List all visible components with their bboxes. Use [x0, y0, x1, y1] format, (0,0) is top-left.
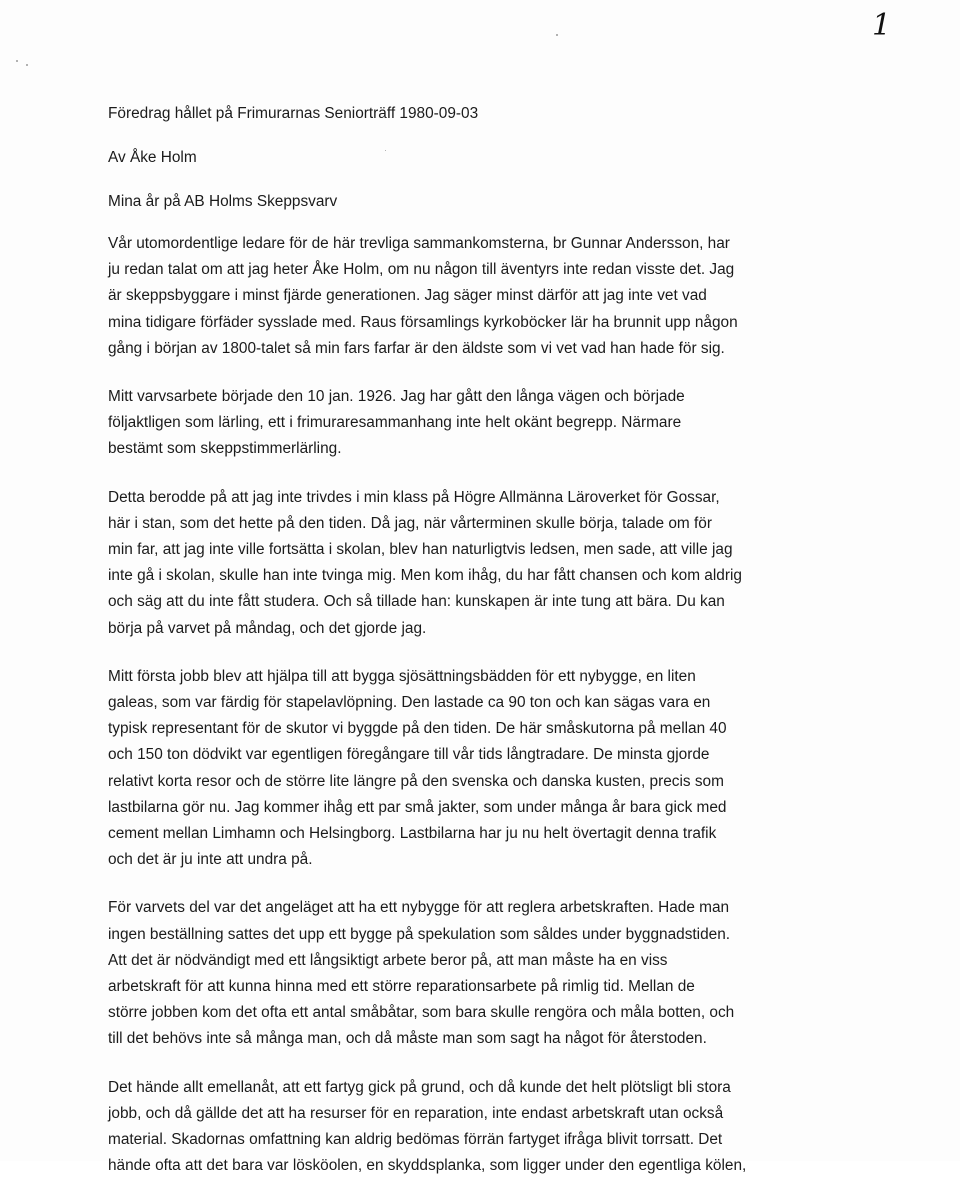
text-line: och 150 ton dödvikt var egentligen föregångare till vår tids långtradare. De minsta gjorde — [108, 746, 710, 764]
text-line: jobb, och då gällde det att ha resurser för en reparation, inte endast arbetskraft utan också — [108, 1104, 724, 1122]
paragraph-6 — [108, 1075, 928, 1180]
document-subtitle: Mina år på AB Holms Skeppsvarv — [108, 193, 338, 210]
text-line: börja på varvet på måndag, och det gjorde jag. — [108, 619, 427, 637]
text-line: galeas, som var färdig för stapelavlöpning. Den lastade ca 90 ton och kan sägas vara en — [108, 694, 711, 712]
text-line: ingen beställning sattes det upp ett bygge på spekulation som såldes under byggnadstiden. — [108, 925, 731, 943]
text-line: lastbilarna gör nu. Jag kommer ihåg ett par små jakter, som under många år bara gick med — [108, 798, 727, 816]
text-line: Att det är nödvändigt med ett långsiktigt arbete beror på, att man måste ha en viss — [108, 951, 668, 969]
scan-speck — [26, 64, 28, 66]
paragraph-4 — [108, 664, 928, 874]
text-line: till det behövs inte så många man, och då måste man som sagt ha något för återstoden. — [108, 1030, 707, 1048]
document-body — [108, 103, 928, 1202]
paragraph-2 — [108, 384, 928, 463]
text-line: gång i början av 1800-talet så min fars farfar är den äldste som vi vet vad han hade för sig. — [108, 339, 725, 357]
text-line: arbetskraft för att kunna hinna med ett större reparationsarbete på rimlig tid. Mellan de — [108, 978, 695, 996]
text-line: För varvets del var det angeläget att ha ett nybygge för att reglera arbetskraften. Hade man — [108, 899, 730, 917]
text-line: Vår utomordentlige ledare för de här trevliga sammankomsterna, br Gunnar Andersson, har — [108, 235, 730, 252]
text-line: cement mellan Limhamn och Helsingborg. Lastbilarna har ju nu helt övertagit denna trafik — [108, 825, 717, 843]
scan-speck — [16, 60, 18, 62]
text-line: hände ofta att det bara var lösköolen, en skyddsplanka, som ligger under den egentliga kölen, — [108, 1157, 747, 1175]
paragraph-1 — [108, 231, 928, 362]
document-author: Av Åke Holm — [108, 149, 197, 166]
text-line: är skeppsbyggare i minst fjärde generationen. Jag säger minst därför att jag inte vet vad — [108, 287, 707, 305]
text-line: bestämt som skeppstimmerlärling. — [108, 440, 342, 458]
text-line: material. Skadornas omfattning kan aldrig bedömas förrän fartyget ifråga blivit torrsatt. Det — [108, 1131, 723, 1149]
document-title: Föredrag hållet på Frimurarnas Seniorträff 1980-09-03 — [108, 105, 479, 122]
text-line: Detta berodde på att jag inte trivdes i min klass på Högre Allmänna Läroverket för Gossar, — [108, 488, 720, 506]
text-line: inte gå i skolan, skulle han inte tvinga mig. Men kom ihåg, du har fått chansen och kom aldrig — [108, 567, 742, 585]
text-line: följaktligen som lärling, ett i frimuraresammanhang inte helt okänt begrepp. Närmare — [108, 414, 682, 432]
paragraph-5 — [108, 895, 928, 1052]
text-line: min far, att jag inte ville fortsätta i skolan, blev han naturligtvis ledsen, men sade, att ville jag — [108, 541, 733, 559]
text-line: här i stan, som det hette på den tiden. Då jag, när vårterminen skulle börja, talade om för — [108, 514, 712, 532]
text-line: och det är ju inte att undra på. — [108, 851, 313, 869]
text-line: mina tidigare förfäder sysslade med. Raus församlings kyrkoböcker lär ha brunnit upp någon — [108, 313, 738, 331]
text-line: typisk representant för de skutor vi byggde på den tiden. De här småskutorna på mellan 40 — [108, 720, 727, 738]
page-number: 1 — [872, 8, 892, 43]
text-line: ju redan talat om att jag heter Åke Holm, om nu någon till äventyrs inte redan visste det. Jag — [108, 261, 735, 279]
paragraph-3 — [108, 485, 928, 642]
text-line: större jobben kom det ofta ett antal småbåtar, som bara skulle rengöra och måla botten, och — [108, 1004, 735, 1022]
scan-speck — [556, 34, 558, 36]
text-line: och säg att du inte fått studera. Och så tillade han: kunskapen är inte tung att bära. Du kan — [108, 593, 725, 611]
text-line: Mitt första jobb blev att hjälpa till att bygga sjösättningsbädden för ett nybygge, en liten — [108, 667, 696, 685]
text-line: Det hände allt emellanåt, att ett fartyg gick på grund, och då kunde det helt plötsligt bli stora — [108, 1078, 731, 1096]
text-line: relativt korta resor och de större lite längre på den svenska och danska kusten, precis som — [108, 772, 724, 790]
text-line: Mitt varvsarbete började den 10 jan. 1926. Jag har gått den långa vägen och började — [108, 388, 685, 406]
